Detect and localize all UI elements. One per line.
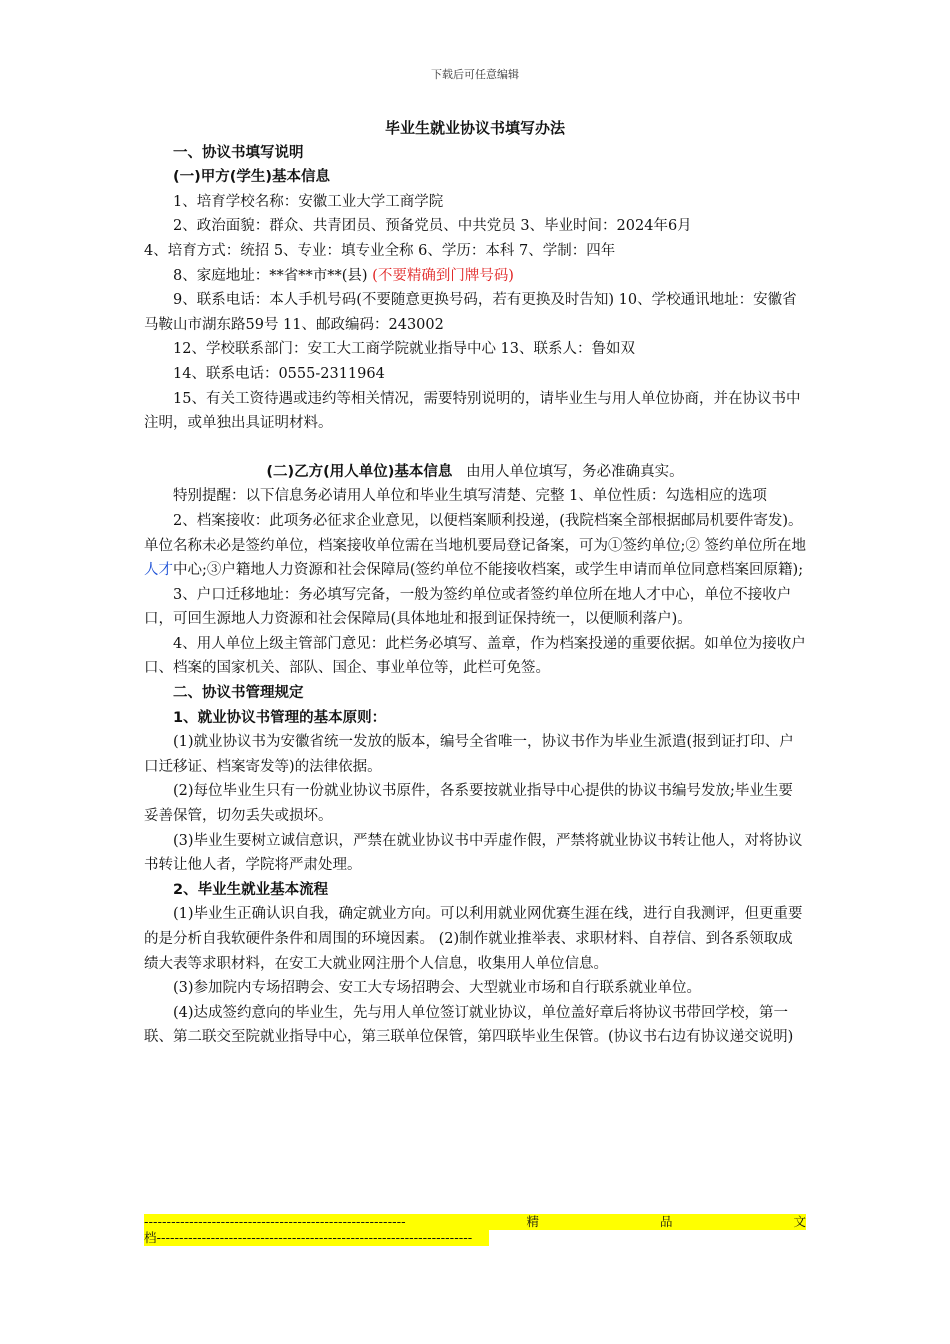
- section-1b-note: 由用人单位填写，务必准确真实。: [466, 463, 684, 480]
- section-1b-heading: (二)乙方(用人单位)基本信息: [266, 463, 453, 480]
- paragraph-11: 3、户口迁移地址：务必填写完备，一般为签约单位或者签约单位所在地人才中心，单位不接收户口，可回生源地人力资源和社会保障局(具体地址和报到证保持统一，以便顺利落户)。: [144, 586, 792, 628]
- doc-title: 毕业生就业协议书填写办法: [384, 119, 565, 137]
- paragraph-5: 9、联系电话：本人手机号码(不要随意更换号码，若有更换及时告知) 10、学校通讯地址：安徽省马鞍山市湖东路59号 11、邮政编码：243002: [144, 292, 797, 333]
- paragraph-10: [144, 509, 806, 583]
- paragraph-4: [144, 264, 806, 289]
- section-2a-heading: 1、就业协议书管理的基本原则：: [173, 709, 387, 726]
- paragraph-7: 14、联系电话：0555-2311964: [173, 365, 385, 382]
- paragraph-12: 4、用人单位上级主管部门意见：此栏务必填写、盖章，作为档案投递的重要依据。如单位为接收户口、档案的国家机关、部队、国企、事业单位等，此栏可免签。: [144, 635, 806, 677]
- footer-word-3: 文: [793, 1214, 806, 1229]
- footer-word-1: 精: [526, 1214, 540, 1229]
- paragraph-15: (3)毕业生要树立诚信意识，严禁在就业协议书中弄虚作假，严禁将就业协议书转让他人，对将协议书转让他人者，学院将严肃处理。: [144, 832, 803, 874]
- address-text: 8、家庭地址：**省**市**(县): [173, 267, 373, 284]
- talent-link[interactable]: 人才: [144, 562, 173, 579]
- paragraph-9: 特别提醒：以下信息务必请用人单位和毕业生填写清楚、完整 1、单位性质：勾选相应的选项: [173, 488, 767, 505]
- page-header: 下载后可任意编辑: [431, 68, 519, 81]
- footer-line-2: 档----------------------------------------------------------------------: [144, 1230, 489, 1246]
- paragraph-17: (3)参加院内专场招聘会、安工大专场招聘会、大型就业市场和自行联系就业单位。: [173, 980, 702, 997]
- footer-word-2: 品: [660, 1214, 673, 1229]
- section-2b-heading: 2、毕业生就业基本流程: [173, 881, 329, 898]
- footer-dashes: ----------------------------------------------------------: [144, 1214, 406, 1229]
- page-footer: [144, 1214, 806, 1250]
- paragraph-18: (4)达成签约意向的毕业生，先与用人单位签订就业协议，单位盖好章后将协议书带回学校，第一联、第二联交至院就业指导中心，第三联单位保管，第四联毕业生保管。(协议书右边有协议递交说明): [144, 1004, 794, 1046]
- paragraph-8: 15、有关工资待遇或违约等相关情况，需要特别说明的，请毕业生与用人单位协商，并在协议书中注明，或单独出具证明材料。: [144, 390, 801, 432]
- paragraph-1: 1、培育学校名称：安徽工业大学工商学院: [173, 193, 444, 210]
- paragraph-16: (1)毕业生正确认识自我，确定就业方向。可以利用就业网优赛生涯在线，进行自我测评，但更重要的是分析自我软硬件条件和周围的环境因素。 (2)制作就业推举表、求职材料、自荐信、到各系领取成绩大表等求职材料，在安工大就业网注册个人信息，收集用人单位信息。: [144, 906, 803, 972]
- section-1b-line: [144, 460, 806, 485]
- section-1a-heading: (一)甲方(学生)基本信息: [173, 169, 331, 186]
- paragraph-6: 12、学校联系部门：安工大工商学院就业指导中心 13、联系人：鲁如双: [173, 341, 636, 358]
- document-body: [144, 116, 806, 1050]
- paragraph-13: (1)就业协议书为安徽省统一发放的版本，编号全省唯一，协议书作为毕业生派遣(报到证打印、户口迁移证、档案寄发等)的法律依据。: [144, 734, 794, 775]
- paragraph-2: 2、政治面貌：群众、共青团员、预备党员、中共党员 3、毕业时间：2024年6月: [173, 218, 692, 235]
- archive-text-a: 2、档案接收：此项务必征求企业意见，以便档案顺利投递，(我院档案全部根据邮局机要件寄发)。单位名称未必是签约单位，档案接收单位需在当地机要局登记备案，可为①签约单位;② 签约单位所在地: [144, 512, 806, 554]
- archive-text-b: 中心;③户籍地人力资源和社会保障局(签约单位不能接收档案，或学生申请而单位同意档案回原籍);: [173, 562, 804, 579]
- section-2-heading: 二、协议书管理规定: [173, 685, 304, 702]
- footer-line-1: [144, 1214, 806, 1230]
- section-1-heading: 一、协议书填写说明: [173, 144, 304, 161]
- address-note: (不要精确到门牌号码): [372, 267, 514, 284]
- paragraph-14: (2)每位毕业生只有一份就业协议书原件，各系要按就业指导中心提供的协议书编号发放;毕业生要妥善保管，切勿丢失或损坏。: [144, 783, 793, 825]
- paragraph-3: 4、培育方式：统招 5、专业：填专业全称 6、学历：本科 7、学制：四年: [144, 242, 616, 259]
